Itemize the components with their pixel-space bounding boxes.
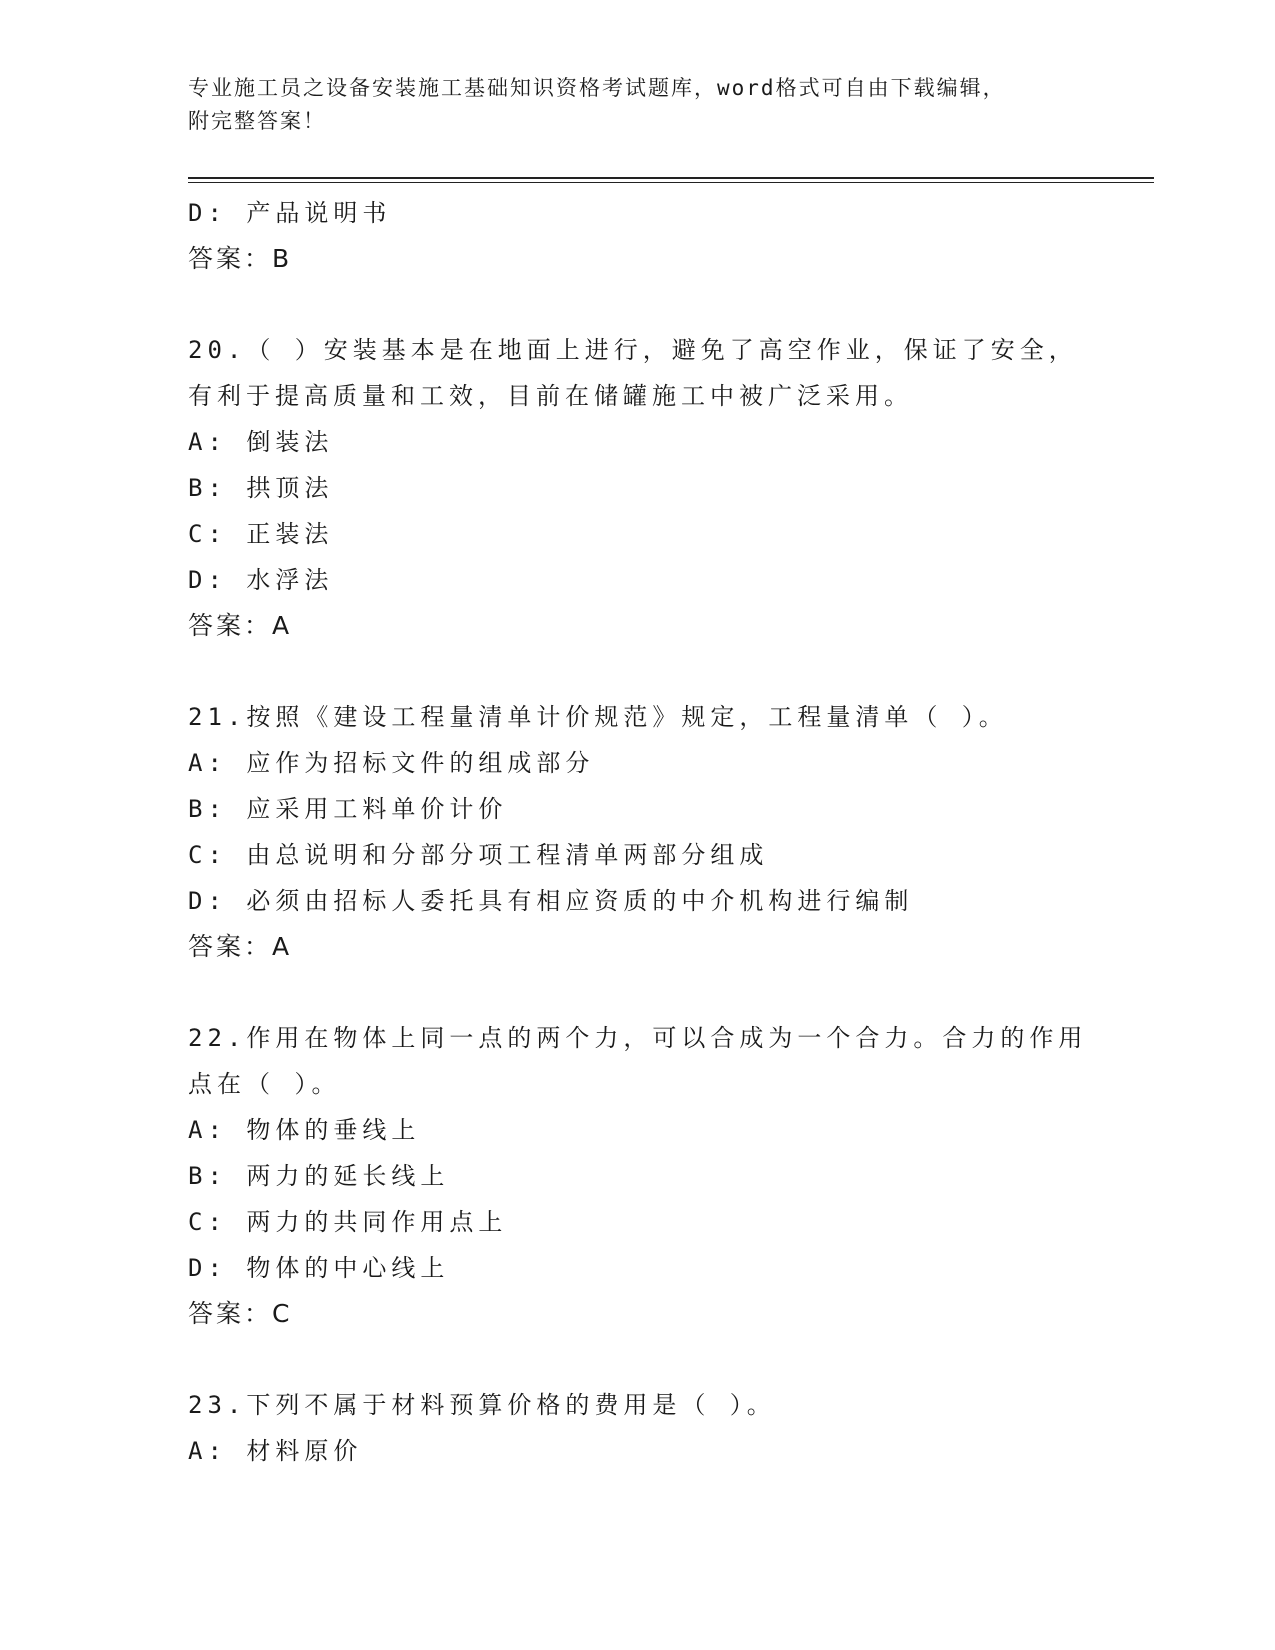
header-divider-thin (188, 182, 1154, 183)
spacer (188, 970, 1154, 1015)
question-stem: 22.作用在物体上同一点的两个力，可以合成为一个合力。合力的作用 (188, 1024, 1088, 1052)
question-stem: 21.按照《建设工程量清单计价规范》规定，工程量清单（ ）。 (188, 703, 1008, 731)
option-a: A: 倒装法 (188, 428, 334, 456)
option-c: C: 正装法 (188, 520, 334, 548)
page-header (188, 72, 1088, 138)
spacer (188, 649, 1154, 694)
option-d: D: 水浮法 (188, 566, 334, 594)
header-divider-thick (188, 177, 1154, 179)
option-c: C: 两力的共同作用点上 (188, 1208, 508, 1236)
option-a: A: 应作为招标文件的组成部分 (188, 749, 595, 777)
option-a: A: 物体的垂线上 (188, 1116, 421, 1144)
question-stem: 20.（ ）安装基本是在地面上进行，避免了高空作业，保证了安全， (188, 336, 1078, 364)
question-21 (188, 694, 1154, 970)
header-line-2: 附完整答案！ (188, 109, 326, 133)
question-22 (188, 1015, 1154, 1337)
question-23 (188, 1382, 1154, 1474)
option-b: B: 拱顶法 (188, 474, 334, 502)
header-line-1: 专业施工员之设备安装施工基础知识资格考试题库，word格式可自由下载编辑， (188, 76, 1006, 100)
question-content (188, 190, 1154, 1474)
answer-line: 答案：B (188, 244, 293, 273)
option-a: A: 材料原价 (188, 1437, 363, 1465)
question-stem-continued: 有利于提高质量和工效，目前在储罐施工中被广泛采用。 (188, 382, 913, 410)
option-d: D: 产品说明书 (188, 199, 392, 227)
option-b: B: 两力的延长线上 (188, 1162, 450, 1190)
option-c: C: 由总说明和分部分项工程清单两部分组成 (188, 841, 769, 869)
answer-line: 答案：A (188, 932, 293, 961)
previous-question-tail (188, 190, 1154, 282)
option-b: B: 应采用工料单价计价 (188, 795, 508, 823)
question-stem: 23.下列不属于材料预算价格的费用是（ ）。 (188, 1391, 776, 1419)
answer-line: 答案：A (188, 611, 293, 640)
question-20 (188, 327, 1154, 649)
option-d: D: 必须由招标人委托具有相应资质的中介机构进行编制 (188, 887, 914, 915)
spacer (188, 282, 1154, 327)
answer-line: 答案：C (188, 1299, 293, 1328)
question-stem-continued: 点在（ ）。 (188, 1070, 341, 1098)
option-d: D: 物体的中心线上 (188, 1254, 450, 1282)
spacer (188, 1337, 1154, 1382)
